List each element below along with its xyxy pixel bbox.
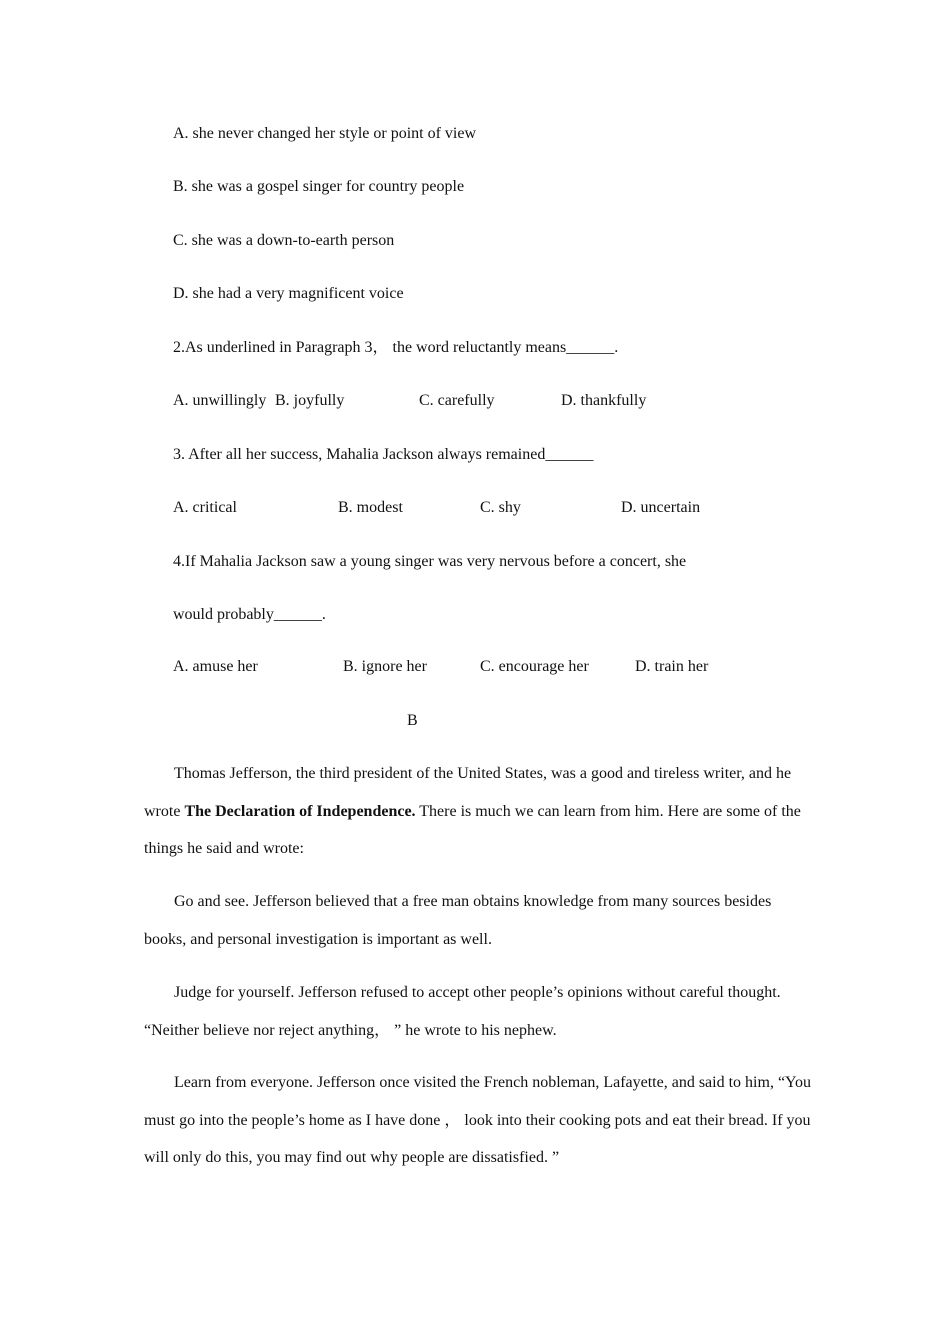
passage-paragraph-1 xyxy=(144,755,814,868)
q1-option-c: C. she was a down-to-earth person xyxy=(173,232,395,249)
q2-stem: 2.As underlined in Paragraph 3， the word reluctantly means______. xyxy=(173,339,619,356)
p1-text-before: Thomas Jefferson, the third president of the United States, was a good and tireless writer, and he wrote xyxy=(144,765,792,820)
q1-option-b: B. she was a gospel singer for country people xyxy=(173,178,465,195)
p1-text-after: There is much we can learn from him. Here are some of the things he said and wrote: xyxy=(144,802,801,857)
q4-stem-line1: 4.If Mahalia Jackson saw a young singer was very nervous before a concert, she xyxy=(173,553,687,570)
q4-option-a: A. amuse her xyxy=(173,658,258,675)
passage-paragraph-3 xyxy=(144,974,814,1049)
p4-text: Learn from everyone. Jefferson once visited the French nobleman, Lafayette, and said to him, “You must go into the people’s home as I have done ， look into their cooking pots and eat their bread. If you will only do this, you may find out why people are dissatisfied. ” xyxy=(144,1074,811,1166)
q3-stem: 3. After all her success, Mahalia Jackson always remained______ xyxy=(173,446,594,463)
passage-paragraph-2 xyxy=(144,883,814,958)
q4-option-b: B. ignore her xyxy=(343,658,427,675)
q3-option-d: D. uncertain xyxy=(621,499,701,516)
q3-option-a: A. critical xyxy=(173,499,237,516)
p3-text: Judge for yourself. Jefferson refused to accept other people’s opinions without careful thought. “Neither believe nor reject anything， ” he wrote to his nephew. xyxy=(144,984,781,1039)
q2-option-b: B. joyfully xyxy=(275,392,345,409)
p2-text: Go and see. Jefferson believed that a free man obtains knowledge from many sources besides books, and personal investigation is important as well. xyxy=(144,893,772,948)
q4-option-c: C. encourage her xyxy=(480,658,589,675)
p1-bold-title: The Declaration of Independence. xyxy=(184,802,416,820)
q2-option-a: A. unwillingly xyxy=(173,392,267,409)
q4-stem-line2: would probably______. xyxy=(173,606,326,623)
q2-option-c: C. carefully xyxy=(419,392,495,409)
q1-option-a: A. she never changed her style or point of view xyxy=(173,125,477,142)
passage-paragraph-4 xyxy=(144,1064,814,1177)
q3-option-b: B. modest xyxy=(338,499,403,516)
section-heading-b: B xyxy=(407,712,418,729)
q4-option-d: D. train her xyxy=(635,658,709,675)
q2-option-d: D. thankfully xyxy=(561,392,647,409)
q1-option-d: D. she had a very magnificent voice xyxy=(173,285,404,302)
q3-option-c: C. shy xyxy=(480,499,521,516)
